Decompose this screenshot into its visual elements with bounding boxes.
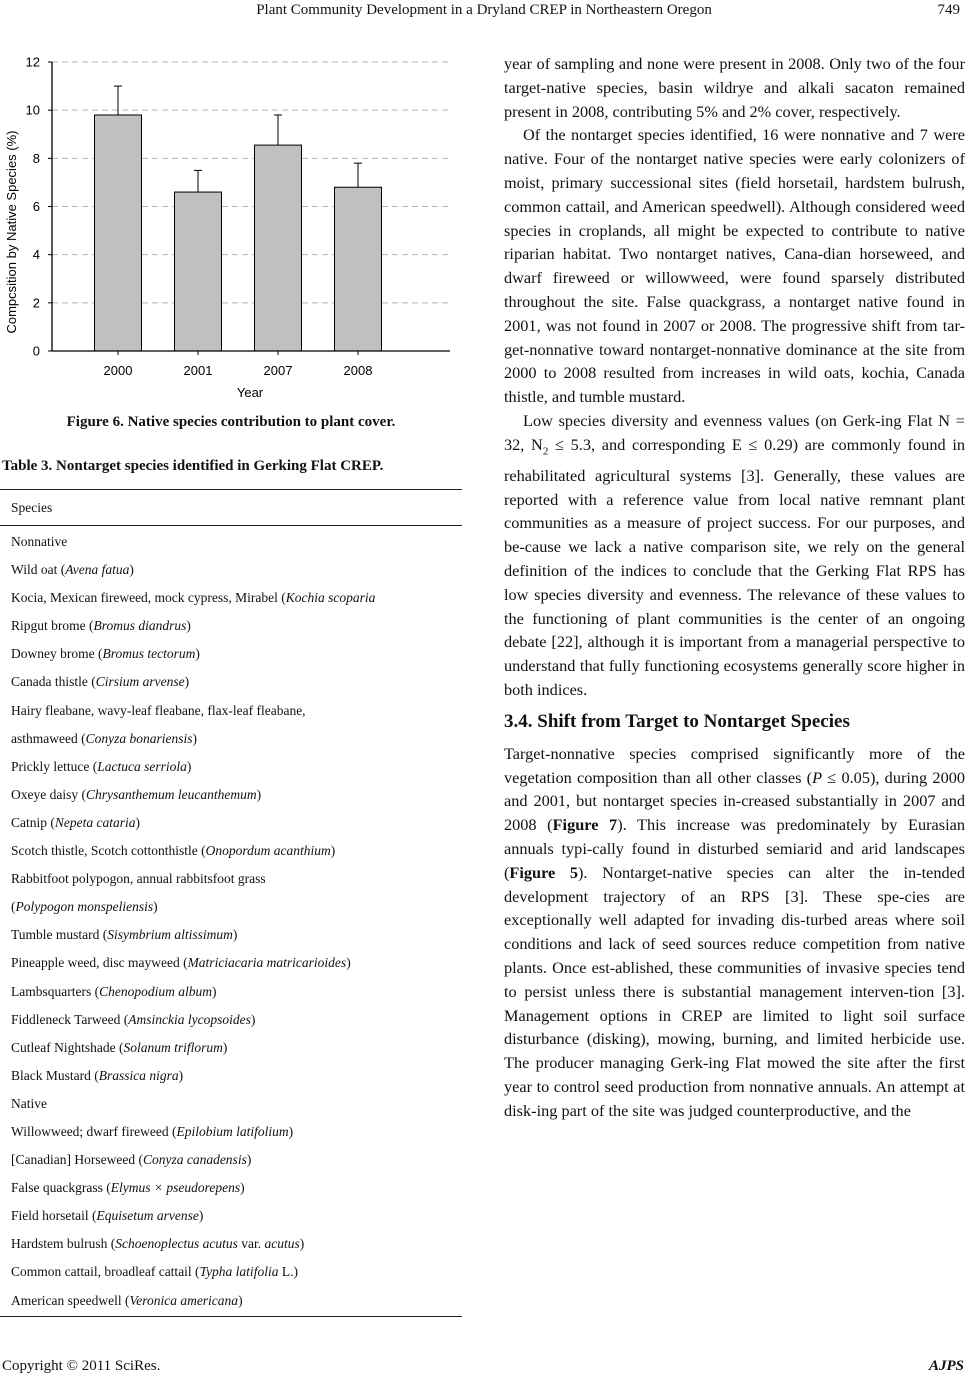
species-common-name: Scotch thistle, Scotch cottonthistle ( bbox=[11, 843, 206, 859]
species-scientific-name: Conyza bonariensis bbox=[85, 730, 193, 746]
species-scientific-name: Amsinckia lycopsoides bbox=[128, 1011, 251, 1027]
bar-2001 bbox=[175, 192, 222, 351]
species-common-name: Pineapple weed, disc mayweed ( bbox=[11, 955, 188, 971]
paragraph-4 bbox=[504, 742, 965, 1123]
species-scientific-name: Solanum triflorum bbox=[123, 1039, 223, 1055]
paragraph-2: Of the nontarget species identified, 16 were nonnative and 7 were native. Four of the nontarget native species were early colonizers of moist, primary successional sites (field horsetail, hardstem bulrush, common cattail, and American speedwell). Although considered weed species in croplands, all might be expected to contribute to native riparian habitat. Two nontarget natives, Cana-dian horseweed, and dwarf fireweed or willowweed, were found sparsely distributed throughout the site. False quackgrass, a nontarget native found in 2001, was not found in 2007 or 2008. The progressive shift from tar-get-nonnative toward nontarget-nonnative dominance at the site from 2000 to 2008 resulted from increases in wild oats, kochia, Canada thistle, and tumble mustard. bbox=[504, 125, 965, 407]
y-tick-label: 2 bbox=[32, 295, 40, 311]
species-name-suffix: ) bbox=[238, 1292, 243, 1308]
species-name-suffix: ) bbox=[246, 1152, 252, 1168]
x-tick-label: 2000 bbox=[103, 363, 133, 378]
species-name-suffix: ) bbox=[211, 983, 217, 999]
species-scientific-name: Cirsium arvense bbox=[95, 674, 185, 690]
table-row bbox=[0, 949, 462, 977]
species-common-name: Ripgut brome ( bbox=[11, 618, 94, 634]
copyright: Copyright © 2011 SciRes. bbox=[2, 1358, 161, 1374]
species-common-name: ( bbox=[11, 899, 16, 915]
table-caption: Table 3. Nontarget species identified in Gerking Flat CREP. bbox=[2, 458, 384, 474]
species-scientific-name: Elymus × pseudorepens bbox=[110, 1180, 241, 1196]
species-name-suffix: ) bbox=[129, 562, 134, 578]
species-common-name: Common cattail, broadleaf cattail ( bbox=[11, 1264, 200, 1280]
species-scientific-name: Veronica americana bbox=[129, 1292, 239, 1308]
x-axis-label: Year bbox=[236, 385, 264, 400]
table-row bbox=[0, 1062, 462, 1090]
species-name-suffix: ) bbox=[240, 1180, 245, 1196]
figure-caption: Figure 6. Native species contribution to plant cover. bbox=[66, 414, 396, 430]
table-row bbox=[0, 865, 462, 893]
y-tick-label: 0 bbox=[32, 343, 40, 359]
species-name-suffix: ) bbox=[198, 1208, 204, 1224]
paragraph-3-subscript: 2 bbox=[542, 445, 549, 457]
table-row bbox=[0, 978, 462, 1006]
species-common-name: Prickly lettuce ( bbox=[11, 758, 98, 774]
species-scientific-name: Sisymbrium altissimum bbox=[107, 927, 233, 943]
table-row bbox=[0, 612, 462, 640]
table-row bbox=[0, 1118, 462, 1146]
table-row bbox=[0, 921, 462, 949]
table-row bbox=[0, 1034, 462, 1062]
species-name-suffix: ) bbox=[288, 1123, 294, 1139]
journal-abbrev: AJPS bbox=[928, 1358, 964, 1374]
figure-6-chart bbox=[0, 40, 470, 405]
species-name-suffix: ) bbox=[222, 1039, 228, 1055]
table-row bbox=[0, 1202, 462, 1230]
table-row bbox=[0, 528, 462, 556]
y-tick-label: 8 bbox=[32, 150, 40, 166]
paragraph-4-part-a: Target-nonnative species comprised significantly more of the vegetation composition than all other classes ( bbox=[504, 743, 965, 787]
paragraph-3-part-a: Low species diversity and evenness values (on Gerk-ing Flat N = 32, N bbox=[504, 410, 965, 454]
species-name-suffix: ) bbox=[153, 899, 158, 915]
table-row bbox=[0, 556, 462, 584]
y-tick-label: 10 bbox=[25, 102, 40, 118]
species-common-name: Kocia, Mexican fireweed, mock cypress, Mirabel ( bbox=[11, 590, 286, 606]
table-row bbox=[0, 1287, 462, 1315]
species-common-name: Rabbitfoot polypogon, annual rabbitsfoot grass bbox=[11, 871, 266, 887]
table-row bbox=[0, 1146, 462, 1174]
species-common-name: Cutleaf Nightshade ( bbox=[11, 1039, 124, 1055]
y-tick-label: 4 bbox=[32, 247, 40, 263]
species-common-name: Willowweed; dwarf fireweed ( bbox=[11, 1123, 177, 1139]
species-common-name: [Canadian] Horseweed ( bbox=[11, 1152, 143, 1168]
paragraph-4-part-c: ). This increase was predominately by Eurasian annuals typi-cally found in disturbed semiarid and arid landscapes ( bbox=[504, 815, 965, 882]
species-scientific-name: Onopordum acanthium bbox=[205, 843, 331, 859]
paragraph-4-part-d: ). Nontarget-native species can alter the in-tended development trajectory of an RPS [3]. These spe-cies are exceptionally well adapted for invading dis-turbed areas where soil conditions and lack of seed sources reduce competition from native plants. Once est-ablished, these communities of invasive species tend to persist unless there is substantial management interven-tion [3]. Management options in CREP are limited to light soil surface disturbance (disking), mowing, burning, and limited herbicide use. The producer managing Gerk-ing Flat mowed the site after the first year to control seed production from nonnative annuals. An attempt at disk-ing part of the site was judged counterproductive, and the bbox=[504, 862, 965, 1120]
species-scientific-name: Bromus diandrus bbox=[93, 618, 187, 634]
y-tick-label: 6 bbox=[32, 199, 40, 214]
paragraph-3 bbox=[504, 409, 965, 702]
species-common-name: asthmaweed ( bbox=[11, 730, 86, 746]
species-common-name: Lambsquarters ( bbox=[11, 983, 100, 999]
species-name-suffix: ) bbox=[186, 758, 192, 774]
species-name-suffix: ) bbox=[186, 618, 191, 634]
species-name-suffix: ) bbox=[346, 955, 351, 971]
species-name-suffix: ) bbox=[330, 843, 336, 859]
species-variety-name: acutus bbox=[264, 1236, 300, 1252]
table-header: Species bbox=[0, 490, 462, 526]
species-name-suffix: ) bbox=[256, 786, 262, 802]
species-name-suffix: ) bbox=[184, 674, 190, 690]
species-common-name: Field horsetail ( bbox=[11, 1208, 97, 1224]
table-row bbox=[0, 837, 462, 865]
page-number: 749 bbox=[937, 2, 960, 18]
table-row bbox=[0, 584, 462, 612]
table-row bbox=[0, 1006, 462, 1034]
species-table bbox=[0, 489, 462, 1317]
species-common-name: Tumble mustard ( bbox=[11, 927, 108, 943]
bar-2000 bbox=[95, 115, 142, 351]
species-name-suffix: ) bbox=[178, 1067, 184, 1083]
figure-5-reference[interactable]: Figure 5 bbox=[509, 862, 578, 882]
table-body bbox=[0, 526, 462, 1316]
table-row bbox=[0, 1230, 462, 1258]
paragraph-3-part-b: ≤ 5.3, and corresponding E ≤ 0.29) are commonly found in rehabilitated agricultural systems [3]. Generally, these values are reported with a reference value from local native remnant plant communities as a measure of project success. For our purposes, and be-cause we lack a native comparison site, we rely on the general definition of the indices to conclude that the Gerking Flat RPS has low species diversity and evenness. The relevance of these values to the functioning of plant communities is the center of an ongoing debate [22], although it is important from a managerial perspective to understand that fully functioning ecosystems generally score higher in both indices. bbox=[504, 434, 965, 699]
bar-2007 bbox=[255, 145, 302, 351]
x-tick-label: 2001 bbox=[183, 363, 213, 378]
species-scientific-name: Schoenoplectus acutus bbox=[115, 1236, 238, 1252]
species-name-suffix: ) bbox=[232, 927, 238, 943]
right-column-text bbox=[504, 52, 965, 1123]
paragraph-4-part-b: ≤ 0.05), during 2000 and 2001, but nontarget species in-creased substantially in 2007 and 2008 ( bbox=[504, 767, 965, 835]
species-scientific-name: Polypogon monspeliensis bbox=[15, 899, 154, 915]
paragraph-1: year of sampling and none were present in 2008. Only two of the four target-native species, basin wildrye and alkali sacaton remained present in 2008, contributing 5% and 2% cover, respectively. bbox=[504, 54, 965, 121]
table-row bbox=[0, 1090, 462, 1118]
species-name-suffix: ) bbox=[299, 1236, 305, 1252]
bar-2008 bbox=[335, 187, 382, 351]
species-name-suffix: ) bbox=[135, 814, 140, 830]
table-row bbox=[0, 725, 462, 753]
species-common-name: Catnip ( bbox=[11, 814, 55, 830]
species-scientific-name: Matriciacaria matricarioides bbox=[187, 955, 347, 971]
y-tick-label: 12 bbox=[25, 54, 40, 70]
table-row bbox=[0, 668, 462, 696]
species-scientific-name: Avena fatua bbox=[65, 562, 130, 578]
species-common-name: False quackgrass ( bbox=[11, 1180, 111, 1196]
figure-7-reference[interactable]: Figure 7 bbox=[552, 815, 618, 835]
species-common-name: Native bbox=[11, 1095, 47, 1111]
species-scientific-name: Lactuca serriola bbox=[97, 758, 187, 774]
species-common-name: Oxeye daisy ( bbox=[11, 786, 86, 802]
species-name-suffix: ) bbox=[192, 730, 197, 746]
species-scientific-name: Nepeta cataria bbox=[54, 814, 136, 830]
section-heading: 3.4. Shift from Target to Nontarget Species bbox=[504, 710, 850, 732]
species-common-name: Fiddleneck Tarweed ( bbox=[11, 1011, 129, 1027]
paragraph-4-p-symbol: P bbox=[812, 767, 823, 787]
species-common-name: Hardstem bulrush ( bbox=[11, 1236, 116, 1252]
bars bbox=[95, 86, 382, 351]
table-row bbox=[0, 1258, 462, 1286]
table-row bbox=[0, 697, 462, 725]
species-scientific-name: Epilobium latifolium bbox=[176, 1123, 289, 1139]
species-scientific-name: Kochia scoparia bbox=[285, 590, 376, 606]
species-common-name: Downey brome ( bbox=[11, 646, 103, 662]
y-axis-label: Compcsition by Native Species (%) bbox=[4, 130, 19, 334]
running-title: Plant Community Development in a Dryland CREP in Northeastern Oregon bbox=[256, 2, 712, 18]
species-name-suffix: ) bbox=[195, 646, 200, 662]
species-common-name: Nonnative bbox=[11, 534, 68, 549]
species-common-name: American speedwell ( bbox=[11, 1292, 130, 1308]
table-row bbox=[0, 640, 462, 668]
table-row bbox=[0, 809, 462, 837]
table-row bbox=[0, 1174, 462, 1202]
table-row bbox=[0, 893, 462, 921]
species-name-suffix: L.) bbox=[278, 1264, 298, 1280]
species-common-name: Black Mustard ( bbox=[11, 1067, 99, 1083]
species-common-name: Hairy fleabane, wavy-leaf fleabane, flax-leaf fleabane, bbox=[11, 702, 306, 718]
species-scientific-name: Conyza canadensis bbox=[142, 1152, 247, 1168]
x-tick-label: 2008 bbox=[343, 363, 373, 378]
table-row bbox=[0, 781, 462, 809]
species-scientific-name: Chenopodium album bbox=[99, 983, 212, 999]
bar-chart bbox=[0, 40, 470, 405]
species-name-suffix: ) bbox=[250, 1011, 256, 1027]
x-tick-label: 2007 bbox=[263, 363, 293, 378]
table-row bbox=[0, 753, 462, 781]
species-name-suffix: var. bbox=[237, 1236, 265, 1252]
running-header bbox=[0, 0, 968, 24]
species-scientific-name: Bromus tectorum bbox=[102, 646, 196, 662]
species-common-name: Wild oat ( bbox=[11, 562, 66, 578]
species-scientific-name: Brassica nigra bbox=[98, 1067, 179, 1083]
species-scientific-name: Equisetum arvense bbox=[96, 1208, 199, 1224]
species-common-name: Canada thistle ( bbox=[11, 674, 96, 690]
species-scientific-name: Chrysanthemum leucanthemum bbox=[85, 786, 257, 802]
species-scientific-name: Typha latifolia bbox=[199, 1264, 279, 1280]
